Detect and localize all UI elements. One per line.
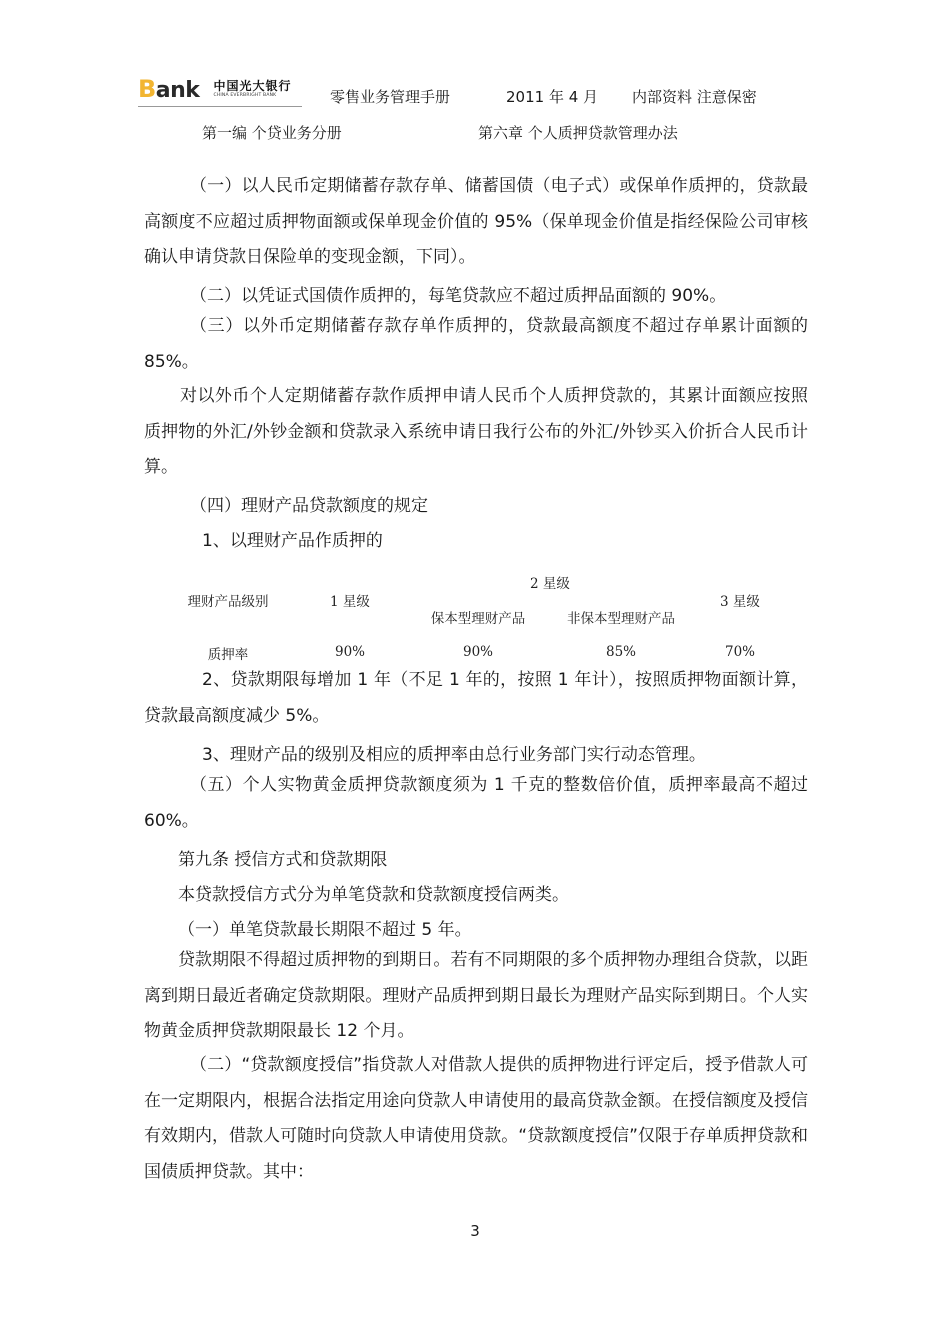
paragraph-8: 3、理财产品的级别及相应的质押率由总行业务部门实行动态管理。 bbox=[202, 745, 706, 765]
table-rate-level3: 70% bbox=[724, 644, 756, 660]
paragraph-12: （一）单笔贷款最长期限不超过 5 年。 bbox=[178, 920, 472, 940]
table-subheader-guaranteed: 保本型理财产品 bbox=[430, 611, 526, 627]
paragraph-5: （四）理财产品贷款额度的规定 bbox=[190, 496, 428, 516]
page-number: 3 bbox=[470, 1222, 480, 1240]
paragraph-13: 贷款期限不得超过质押物的到期日。若有不同期限的多个质押物办理组合贷款，以距离到期日最近者确定贷款期限。理财产品质押到期日最长为理财产品实际到期日。个人实物黄金质押贷款期限最长 12 个月。 bbox=[144, 950, 808, 1041]
paragraph-11: 本贷款授信方式分为单笔贷款和贷款额度授信两类。 bbox=[178, 885, 569, 905]
paragraph-9: （五）个人实物黄金质押贷款额度须为 1 千克的整数倍价值，质押率最高不超过 60%。 bbox=[144, 775, 808, 831]
table-row-header: 理财产品级别 bbox=[187, 594, 269, 610]
logo-bank-text bbox=[138, 75, 199, 103]
table-header-level3: 3 星级 bbox=[720, 594, 760, 610]
paragraph-14: （二）“贷款额度授信”指贷款人对借款人提供的质押物进行评定后，授予借款人可在一定期限内，根据合法指定用途向贷款人申请使用的最高贷款金额。在授信额度及授信有效期内，借款人可随时向贷款人申请使用贷款。“贷款额度授信”仅限于存单质押贷款和国债质押贷款。其中： bbox=[144, 1055, 808, 1182]
logo-ank: ank bbox=[155, 78, 200, 103]
table-subheader-nonguaranteed: 非保本型理财产品 bbox=[567, 611, 675, 627]
bank-logo bbox=[138, 72, 302, 106]
chapter-title: 第六章 个人质押贷款管理办法 bbox=[478, 124, 678, 142]
logo-b-letter: B bbox=[138, 75, 156, 103]
logo-en-name: CHINA EVERBRIGHT BANK bbox=[213, 92, 277, 98]
paragraph-3: （三）以外币定期储蓄存款存单作质押的，贷款最高额度不超过存单累计面额的 85%。 bbox=[144, 316, 808, 372]
table-rate-guaranteed: 90% bbox=[462, 644, 494, 660]
paragraph-1: （一）以人民币定期储蓄存款存单、储蓄国债（电子式）或保单作质押的，贷款最高额度不应超过质押物面额或保单现金价值的 95%（保单现金价值是指经保险公司审核确认申请贷款日保险单的变现金额，下同）。 bbox=[144, 176, 808, 267]
table-rate-nonguaranteed: 85% bbox=[605, 644, 637, 660]
confidential-notice: 内部资料 注意保密 bbox=[632, 88, 757, 106]
table-header-level2: 2 星级 bbox=[530, 576, 570, 592]
logo-cn-name: 中国光大银行 bbox=[213, 78, 292, 93]
table-rate-level1: 90% bbox=[334, 644, 366, 660]
paragraph-4: 对以外币个人定期储蓄存款作质押申请人民币个人质押贷款的，其累计面额应按照质押物的外汇/外钞金额和贷款录入系统申请日我行公布的外汇/外钞买入价折合人民币计算。 bbox=[144, 386, 808, 477]
logo-cn-block bbox=[213, 80, 291, 99]
paragraph-7: 2、贷款期限每增加 1 年（不足 1 年的，按照 1 年计），按照质押物面额计算，贷款最高额度减少 5%。 bbox=[144, 670, 808, 726]
logo-underline bbox=[138, 106, 302, 107]
table-header-level1: 1 星级 bbox=[330, 594, 370, 610]
manual-title: 零售业务管理手册 bbox=[330, 88, 451, 106]
paragraph-6: 1、以理财产品作质押的 bbox=[202, 531, 383, 551]
paragraph-2: （二）以凭证式国债作质押的，每笔贷款应不超过质押品面额的 90%。 bbox=[190, 286, 727, 306]
table-rate-label: 质押率 bbox=[207, 647, 249, 663]
part-title: 第一编 个贷业务分册 bbox=[202, 124, 342, 142]
page-header bbox=[138, 72, 838, 112]
header-date: 2011 年 4 月 bbox=[506, 88, 599, 106]
article-9-title: 第九条 授信方式和贷款期限 bbox=[178, 850, 388, 870]
